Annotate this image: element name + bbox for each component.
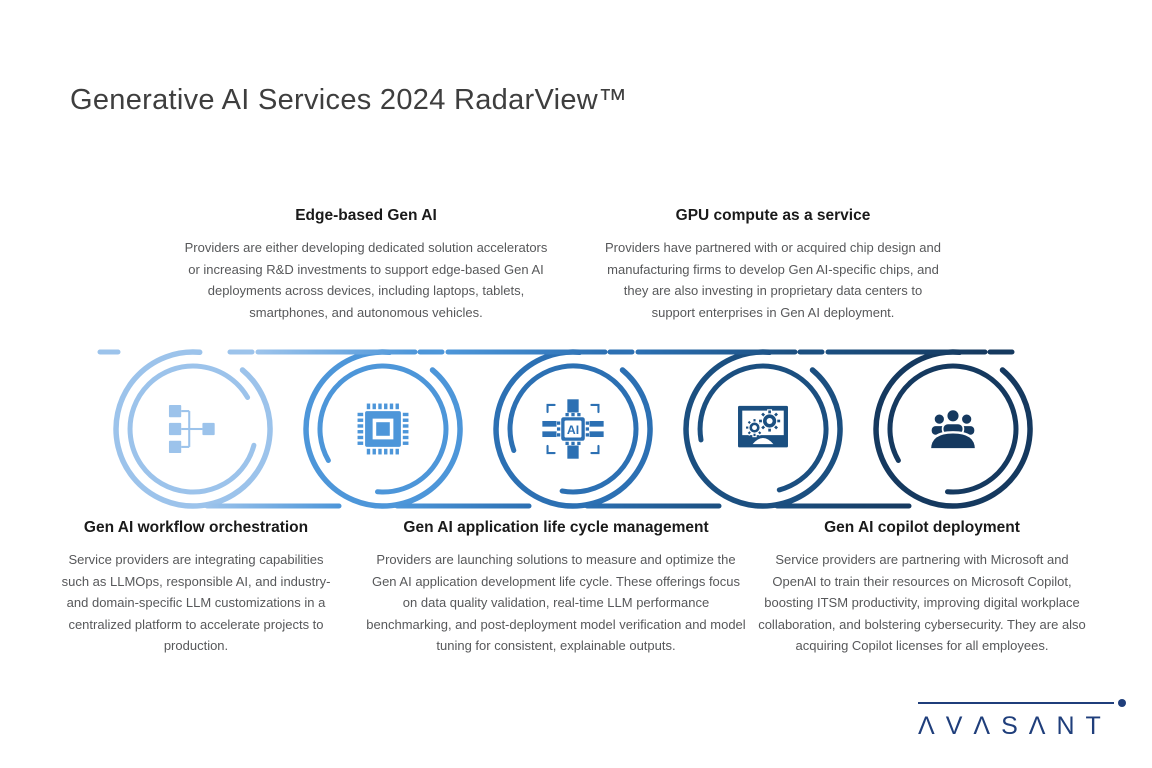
section-heading: Edge-based Gen AI <box>295 207 437 224</box>
logo-rule <box>918 702 1114 704</box>
section-body: Providers have partnered with or acquired chip design and manufacturing firms to develop Gen AI-specific chips, and they are also investing in proprietary data centers to support enterprises in Gen AI deployment. <box>604 240 942 320</box>
section-body: Providers are launching solutions to measure and optimize the Gen AI application development life cycle. These offerings focus on data quality validation, real-time LLM performance benchmarking, and post-deployment model verification and model tuning for consistent, explainable outputs. <box>366 552 746 654</box>
workflow-hierarchy-icon <box>148 384 238 474</box>
section-heading: Gen AI workflow orchestration <box>83 519 309 536</box>
logo-dot-icon <box>1118 699 1126 707</box>
page-title: Generative AI Services 2024 RadarView™ <box>70 84 628 116</box>
avasant-logo <box>918 702 1130 741</box>
monitor-gears-icon <box>718 384 808 474</box>
logo-wordmark: ΛVΛSΛNT <box>918 712 1112 740</box>
section-heading: Gen AI application life cycle management <box>403 519 709 536</box>
team-meeting-icon <box>908 384 998 474</box>
section-body: Service providers are integrating capabilities such as LLMOps, responsible AI, and industry- and domain-specific LLM customizations in a centralized platform to accelerate projects to production. <box>61 552 331 654</box>
section-heading: Gen AI copilot deployment <box>824 519 1020 536</box>
section-gpu-compute <box>601 207 945 323</box>
section-edge-based-gen-ai <box>178 207 554 323</box>
section-body: Providers are either developing dedicated solution accelerators or increasing R&D investments to support edge-based Gen AI deployments across devices, including laptops, tablets, smartphones, and autonomous vehicles. <box>184 240 548 320</box>
processor-chip-icon <box>338 384 428 474</box>
section-workflow-orchestration <box>56 519 336 657</box>
section-body: Service providers are partnering with Microsoft and OpenAI to train their resources on Microsoft Copilot, boosting ITSM productivity, improving digital workplace collaboration, and bolstering cybersecurity. They are also acquiring Copilot licenses for all employees. <box>758 552 1086 654</box>
ai-chip-circuit-icon <box>528 384 618 474</box>
section-lifecycle-management <box>366 519 746 657</box>
ai-chip-label: AI <box>566 423 580 438</box>
section-copilot-deployment <box>755 519 1089 657</box>
section-heading: GPU compute as a service <box>675 207 871 224</box>
